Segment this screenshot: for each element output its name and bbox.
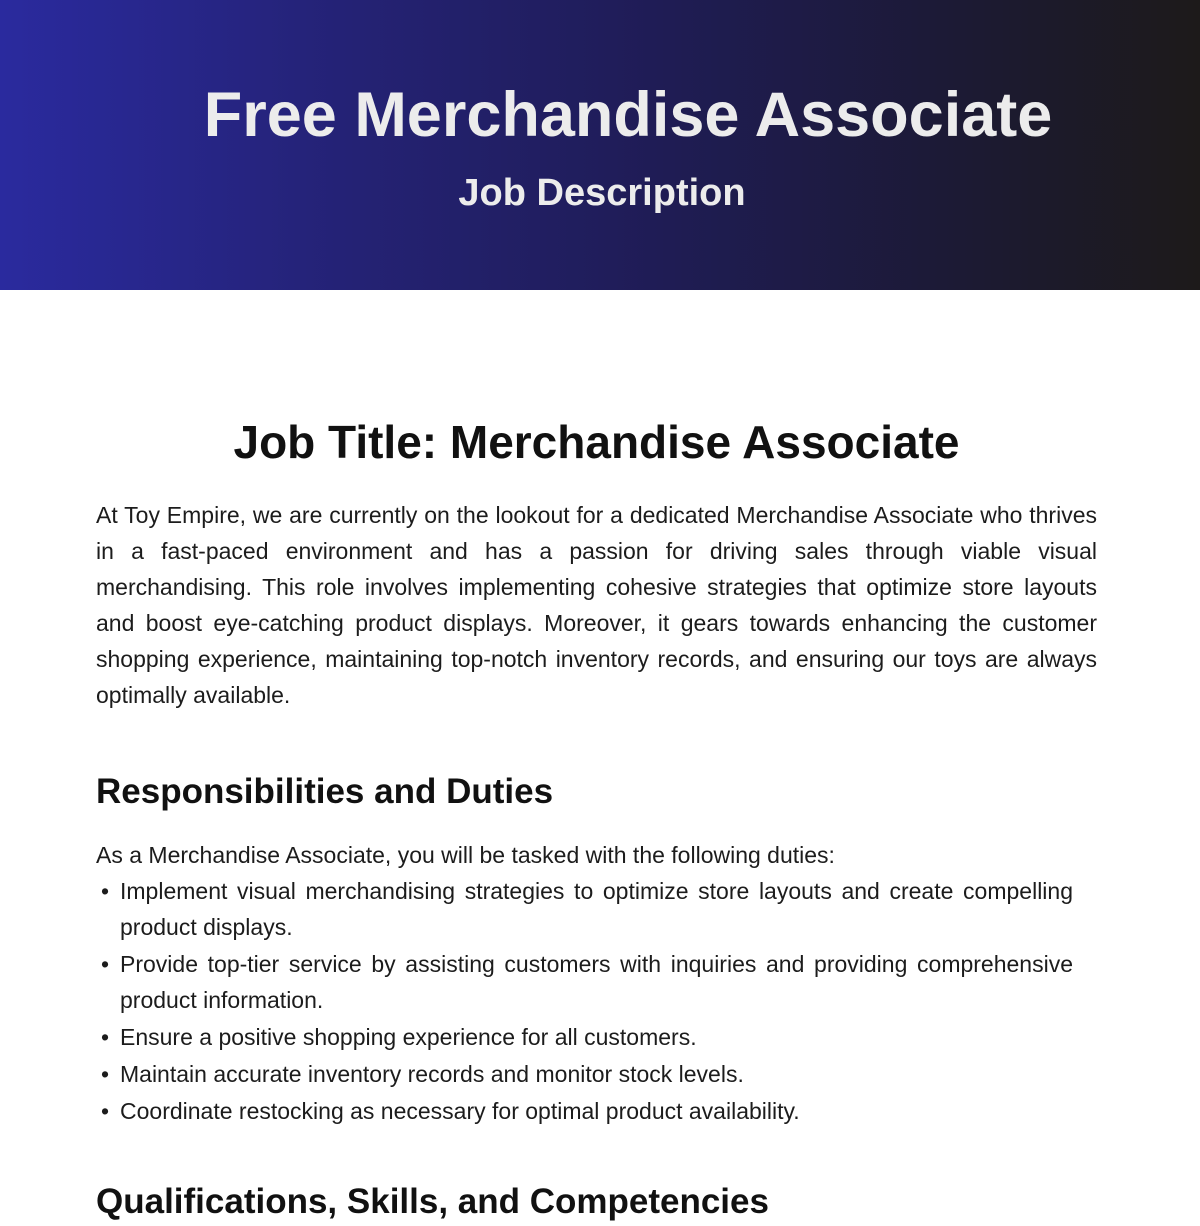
bullet-icon: • bbox=[101, 878, 110, 904]
duty-item bbox=[96, 873, 1073, 945]
bullet-icon: • bbox=[101, 951, 110, 977]
bullet-icon: • bbox=[101, 1098, 110, 1124]
duty-item bbox=[96, 946, 1073, 1018]
duty-item bbox=[96, 1056, 1073, 1092]
duties-list bbox=[96, 873, 1073, 1130]
duty-text: Maintain accurate inventory records and monitor stock levels. bbox=[120, 1061, 744, 1087]
duty-text: Implement visual merchandising strategies to optimize store layouts and create compelling product displays. bbox=[120, 878, 1073, 940]
responsibilities-heading: Responsibilities and Duties bbox=[96, 772, 554, 811]
duty-text: Ensure a positive shopping experience for all customers. bbox=[120, 1024, 697, 1050]
qualifications-heading: Qualifications, Skills, and Competencies bbox=[96, 1182, 769, 1221]
header-banner bbox=[0, 0, 1200, 290]
bullet-icon: • bbox=[101, 1024, 110, 1050]
banner-title: Free Merchandise Associate bbox=[203, 80, 1053, 150]
duty-item bbox=[96, 1093, 1073, 1129]
banner-subtitle: Job Description bbox=[458, 172, 746, 214]
duty-item bbox=[96, 1019, 1073, 1055]
bullet-icon: • bbox=[101, 1061, 110, 1087]
responsibilities-intro: As a Merchandise Associate, you will be tasked with the following duties: bbox=[96, 842, 835, 868]
job-intro-paragraph: At Toy Empire, we are currently on the lookout for a dedicated Merchandise Associate who thrives in a fast-paced environment and has a passion for driving sales through viable visual merchandising. This role involves implementing cohesive strategies that optimize store layouts and boost eye-catching product displays. Moreover, it gears towards enhancing the customer shopping experience, maintaining top-notch inventory records, and ensuring our toys are always optimally available. bbox=[96, 502, 1097, 708]
duty-text: Provide top-tier service by assisting customers with inquiries and providing comprehensive product information. bbox=[120, 951, 1073, 1013]
duty-text: Coordinate restocking as necessary for optimal product availability. bbox=[120, 1098, 800, 1124]
job-title-heading: Job Title: Merchandise Associate bbox=[233, 416, 960, 468]
